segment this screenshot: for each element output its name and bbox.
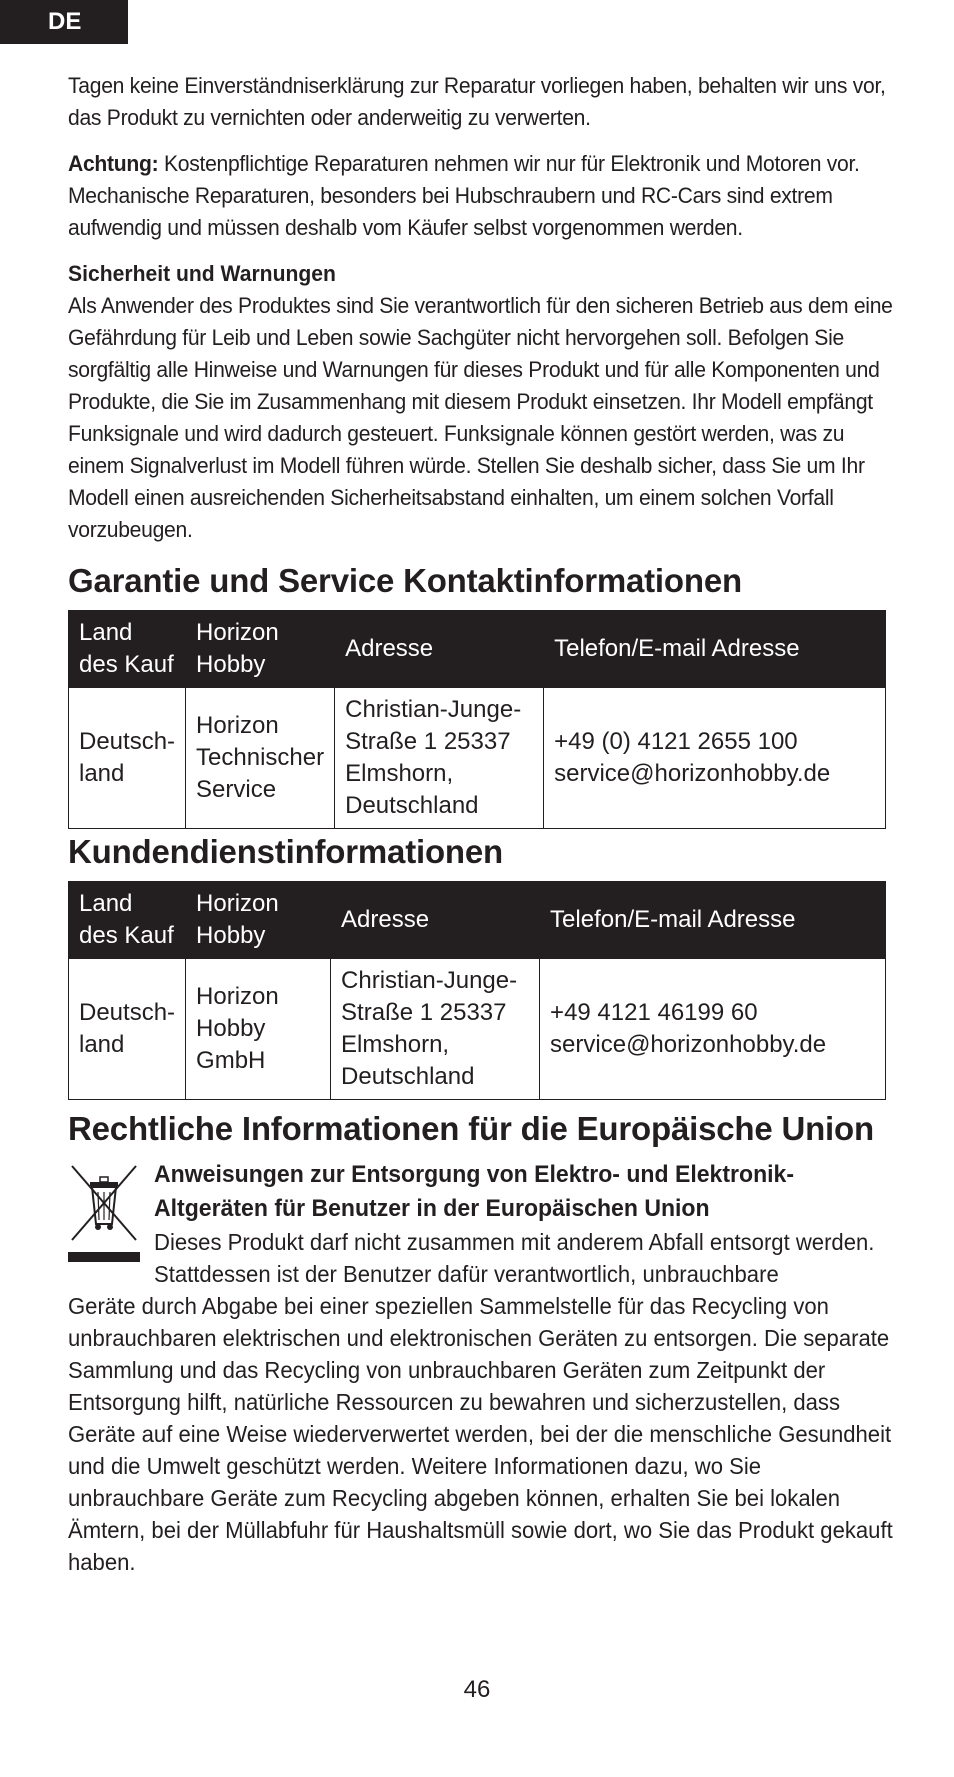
attention-paragraph (68, 148, 894, 244)
header-contact: Telefon/E-mail Adresse (544, 611, 886, 688)
customer-service-title: Kundendienstinformationen (68, 833, 503, 870)
header-company: Horizon Hobby (186, 611, 335, 688)
cell-country: Deutsch- land (69, 688, 186, 829)
weee-crossed-bin-icon (68, 1162, 140, 1266)
customer-service-table (68, 881, 886, 1100)
header-contact: Telefon/E-mail Adresse (540, 882, 886, 959)
header-company: Horizon Hobby (186, 882, 331, 959)
table-header-row (69, 882, 886, 959)
warranty-title: Garantie und Service Kontaktinformationen (68, 562, 742, 599)
cell-country: Deutsch- land (69, 959, 186, 1100)
cell-address: Christian-Junge- Straße 1 25337 Elmshorn, Deutschland (331, 959, 540, 1100)
eu-disposal-subtitle: Anweisungen zur Entsorgung von Elektro- und Elektronik-Altgeräten für Benutzer in der Europäischen Union (154, 1161, 795, 1222)
cell-contact: +49 (0) 4121 2655 100 service@horizonhobby.de (544, 688, 886, 829)
eu-disposal-block (68, 1158, 893, 1578)
header-address: Adresse (331, 882, 540, 959)
cell-address: Christian-Junge- Straße 1 25337 Elmshorn, Deutschland (335, 688, 544, 829)
header-country: Land des Kauf (69, 882, 186, 959)
page-content (68, 70, 893, 1578)
warranty-table (68, 610, 886, 829)
attention-text: Kostenpflichtige Reparaturen nehmen wir nur für Elektronik und Motoren vor. Mechanische Reparaturen, besonders bei Hubschraubern und RC-Cars sind extrem aufwendig und müssen deshalb vom Käufer selbst vorgenommen werden. (68, 151, 860, 240)
page-number: 46 (463, 1676, 491, 1703)
safety-text: Als Anwender des Produktes sind Sie verantwortlich für den sicheren Betrieb aus dem eine Gefährdung für Leib und Leben sowie Sachgüter nicht hervorgehen soll. Befolgen Sie sorgfältig alle Hinweise und Warnungen für dieses Produkt und für alle Komponenten und Produkte, die Sie im Zusammenhang mit diesem Produkt einsetzen. Ihr Modell empfängt Funksignale und wird dadurch gesteuert. Funksignale können gestört werden, was zu einem Signalverlust im Modell führen würde. Stellen Sie deshalb sicher, dass Sie um Ihr Modell einen ausreichenden Sicherheitsabstand einhalten, um einem solchen Vorfall vorzubeugen. (68, 293, 893, 542)
cell-company: Horizon Technischer Service (186, 688, 335, 829)
eu-legal-title: Rechtliche Informationen für die Europäische Union (68, 1110, 874, 1147)
header-country: Land des Kauf (69, 611, 186, 688)
table-row (69, 959, 886, 1100)
language-tab: DE (0, 0, 128, 44)
table-header-row (69, 611, 886, 688)
eu-disposal-text: Geräte durch Abgabe bei einer speziellen Sammelstelle für das Recycling von unbrauchbaren elektrischen und elektronischen Geräten zu entsorgen. Die separate Sammlung und das Recycling von unbrauchbaren Geräten zum Zeitpunkt der Entsorgung hilft, natürliche Ressourcen zu bewahren und sicherzustellen, dass Geräte auf eine Weise wiederverwertet werden, bei der die menschliche Gesundheit und die Umwelt geschützt werden. Weitere Informationen dazu, wo Sie unbrauchbare Geräte zum Recycling abgeben können, erhalten Sie bei lokalen Ämtern, bei der Müllabfuhr für Haushaltsmüll sowie dort, wo Sie das Produkt gekauft haben. (68, 1293, 893, 1575)
header-address: Adresse (335, 611, 544, 688)
eu-disposal-text-intro: Dieses Produkt darf nicht zusammen mit anderem Abfall entsorgt werden. Stattdessen ist der Benutzer dafür verantwortlich, unbrauchbare (154, 1229, 875, 1287)
table-row (69, 688, 886, 829)
intro-paragraph: Tagen keine Einverständniserklärung zur Reparatur vorliegen haben, behalten wir uns vor, das Produkt zu vernichten oder anderweitig zu verwerten. (68, 73, 886, 130)
attention-label: Achtung: (68, 151, 159, 176)
cell-company: Horizon Hobby GmbH (186, 959, 331, 1100)
safety-heading: Sicherheit und Warnungen (68, 261, 336, 286)
cell-contact: +49 4121 46199 60 service@horizonhobby.de (540, 959, 886, 1100)
